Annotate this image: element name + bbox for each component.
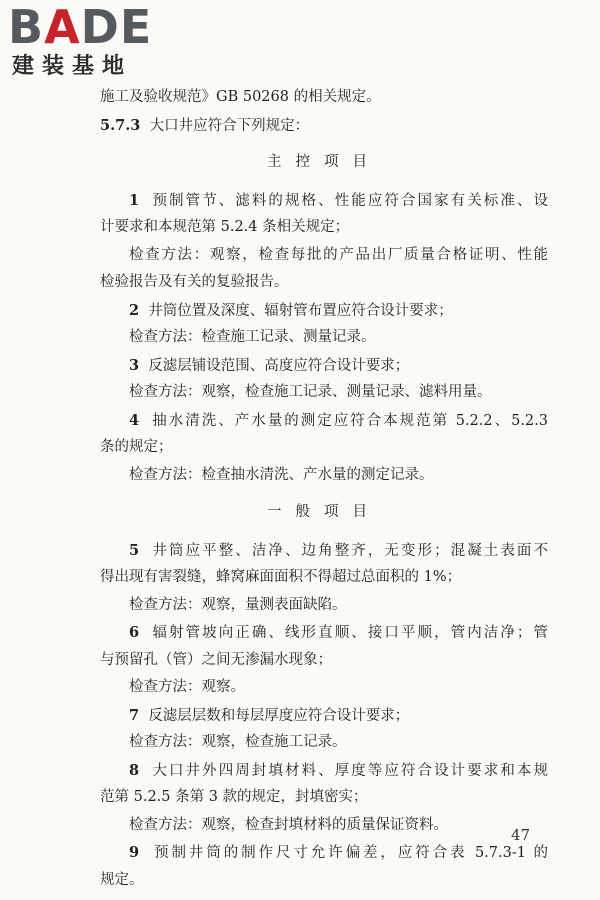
logo-wordmark: BADE: [8, 0, 153, 54]
clause-title: 大口井应符合下列规定：: [149, 117, 310, 134]
check-method-line: 检查方法：观察，检查施工记录。: [129, 734, 347, 750]
text-line: 得出现有害裂缝，蜂窝麻面面积不得超过总面积的 1%；: [100, 569, 462, 585]
item-line: 9 预制井筒的制作尺寸允许偏差，应符合表 5.7.3-1 的: [129, 844, 548, 861]
text-line: 检验报告及有关的复验报告。: [100, 274, 289, 290]
check-method-line: 检查方法：观察。: [129, 679, 245, 695]
text-line: 条的规定；: [100, 439, 173, 455]
item-line: 2 井筒位置及深度、辐射管布置应符合设计要求；: [129, 301, 453, 319]
item-line: 7 反滤层层数和每层厚度应符合设计要求；: [129, 706, 410, 724]
item-line: 1 预制管节、滤料的规格、性能应符合国家有关标准、设: [129, 191, 549, 209]
check-method-line: 检查方法：检查抽水清洗、产水量的测定记录。: [129, 466, 434, 483]
text-line: 计要求和本规范第 5.2.4 条相关规定；: [100, 219, 350, 235]
item-line: 3 反滤层铺设范围、高度应符合设计要求；: [129, 356, 410, 374]
text-line: 规定。: [100, 871, 144, 888]
check-method-line: 检查方法：观察，检查每批的产品出厂质量合格证明、性能: [129, 246, 548, 263]
section-heading-main: 主控项目: [267, 154, 381, 170]
document-body: [100, 84, 548, 894]
text-line: 施工及验收规范》GB 50268 的相关规定。: [100, 89, 381, 105]
item-line: 5 井筒应平整、洁净、边角整齐，无变形；混凝土表面不: [129, 541, 549, 559]
clause-number: 5.7.3: [100, 116, 141, 134]
item-line: 8 大口井外四周封填材料、厚度等应符合设计要求和本规: [129, 761, 549, 779]
clause-heading: [100, 112, 548, 140]
text-line: 与预留孔（管）之间无渗漏水现象；: [100, 651, 332, 668]
check-method-line: 检查方法：观察，检查施工记录、测量记录、滤料用量。: [129, 384, 492, 400]
section-heading-general: 一般项目: [267, 504, 381, 520]
item-line: 6 辐射管坡向正确、线形直顺、接口平顺，管内洁净；管: [129, 624, 549, 641]
check-method-line: 检查方法：检查施工记录、测量记录。: [129, 329, 376, 345]
page-number: 47: [511, 826, 531, 844]
check-method-line: 检查方法：观察，检查封填材料的质量保证资料。: [129, 816, 448, 833]
logo-subtitle: 建装基地: [12, 54, 133, 79]
check-method-line: 检查方法：观察，量测表面缺陷。: [129, 596, 347, 613]
item-line: 4 抽水清洗、产水量的测定应符合本规范第 5.2.2、5.2.3: [129, 411, 548, 429]
site-logo: [8, 2, 180, 92]
text-line: 范第 5.2.5 条第 3 款的规定，封填密实；: [100, 789, 368, 805]
